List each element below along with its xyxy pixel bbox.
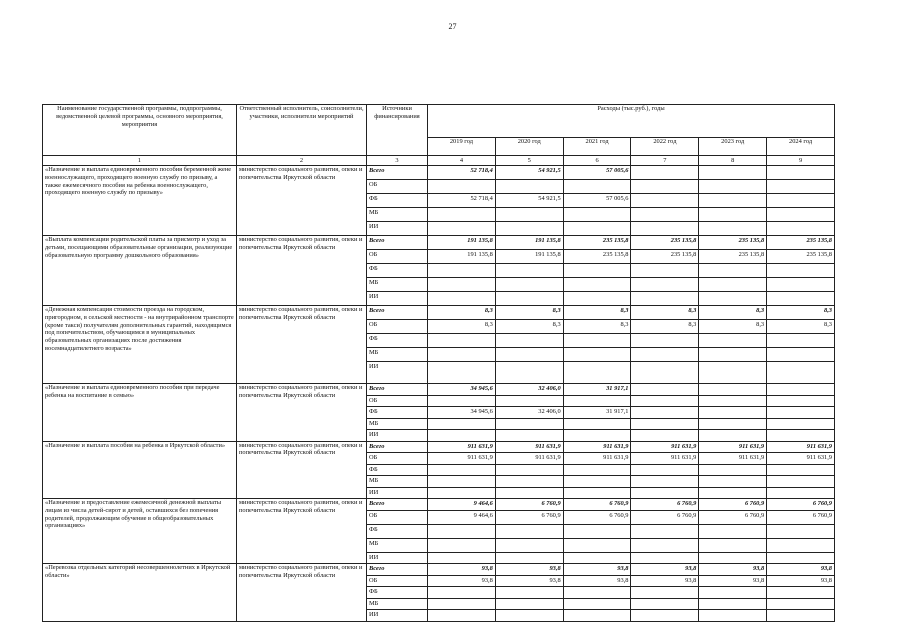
- expenses-table: [42, 104, 835, 622]
- expense-value: 34 945,6: [428, 384, 496, 396]
- expense-value: [495, 552, 563, 564]
- expense-value: 911 631,9: [631, 441, 699, 453]
- expense-value: [699, 222, 767, 236]
- funding-source: МБ: [367, 476, 428, 488]
- funding-source: ФБ: [367, 334, 428, 348]
- expense-value: [631, 487, 699, 499]
- expense-value: [699, 180, 767, 194]
- expense-value: 6 760,9: [699, 499, 767, 511]
- expense-value: 6 760,9: [699, 510, 767, 524]
- expense-value: 93,8: [428, 564, 496, 576]
- expense-value: [428, 610, 496, 622]
- expense-value: 93,8: [767, 575, 835, 587]
- expense-value: 8,3: [631, 320, 699, 334]
- expense-value: [495, 464, 563, 476]
- funding-source: МБ: [367, 278, 428, 292]
- funding-source: МБ: [367, 538, 428, 552]
- expense-value: [631, 194, 699, 208]
- expense-value: 911 631,9: [495, 453, 563, 465]
- column-number: 2: [237, 156, 367, 166]
- expense-value: 911 631,9: [631, 453, 699, 465]
- column-number: 9: [767, 156, 835, 166]
- expense-value: [428, 362, 496, 384]
- expense-value: [428, 348, 496, 362]
- funding-source: ИИ: [367, 610, 428, 622]
- expense-value: 235 135,8: [563, 250, 631, 264]
- funding-source: ФБ: [367, 194, 428, 208]
- expense-value: [428, 278, 496, 292]
- expense-value: [699, 524, 767, 538]
- expense-value: 235 135,8: [631, 236, 699, 250]
- program-name: «Перевозка отдельных категорий несовершеннолетних в Иркутской области»: [43, 564, 237, 622]
- expense-value: 8,3: [495, 306, 563, 320]
- funding-source: ОБ: [367, 510, 428, 524]
- expense-value: 6 760,9: [631, 510, 699, 524]
- expense-value: [767, 407, 835, 419]
- expense-value: [631, 362, 699, 384]
- expense-value: [428, 524, 496, 538]
- expense-value: [699, 194, 767, 208]
- program-name: «Назначение и выплата пособия на ребенка в Иркутской области»: [43, 441, 237, 499]
- expense-value: 6 760,9: [631, 499, 699, 511]
- expense-value: [699, 208, 767, 222]
- expense-value: 8,3: [631, 306, 699, 320]
- expense-value: 911 631,9: [699, 453, 767, 465]
- expense-value: 911 631,9: [428, 441, 496, 453]
- expense-value: [428, 395, 496, 407]
- expense-value: 52 718,4: [428, 194, 496, 208]
- expense-value: [631, 395, 699, 407]
- expense-value: [495, 348, 563, 362]
- expense-value: 93,8: [495, 564, 563, 576]
- responsible-executor: министерство социального развития, опеки и попечительства Иркутской области: [237, 384, 367, 442]
- expense-value: 31 917,1: [563, 384, 631, 396]
- funding-source: ИИ: [367, 430, 428, 442]
- expense-value: [767, 487, 835, 499]
- table-body: [43, 166, 835, 622]
- expense-value: 93,8: [563, 575, 631, 587]
- expense-value: [631, 264, 699, 278]
- funding-source: ИИ: [367, 222, 428, 236]
- year-header: 2021 год: [563, 138, 631, 156]
- expense-value: 9 464,6: [428, 510, 496, 524]
- expense-value: [428, 418, 496, 430]
- table-row-total: [43, 166, 835, 180]
- funding-source: Всего: [367, 236, 428, 250]
- expense-value: [563, 476, 631, 488]
- program-name: «Назначение и выплата единовременного пособия беременной жене военнослужащего, проходящего военную службу по призыву, а также ежемесячного пособия на ребенка военнослужащего, проходящего военную службу по призыву»: [43, 166, 237, 236]
- funding-source: МБ: [367, 418, 428, 430]
- expense-value: [563, 552, 631, 564]
- expense-value: 8,3: [495, 320, 563, 334]
- expense-value: 8,3: [767, 306, 835, 320]
- funding-source: ОБ: [367, 180, 428, 194]
- expense-value: [767, 334, 835, 348]
- funding-source: ФБ: [367, 407, 428, 419]
- expense-value: [631, 348, 699, 362]
- expense-value: [767, 348, 835, 362]
- expense-value: [767, 194, 835, 208]
- expense-value: [699, 476, 767, 488]
- funding-source: Всего: [367, 166, 428, 180]
- responsible-executor: министерство социального развития, опеки и попечительства Иркутской области: [237, 166, 367, 236]
- expense-value: [699, 334, 767, 348]
- funding-source: Всего: [367, 564, 428, 576]
- expense-value: [563, 610, 631, 622]
- expense-value: [699, 292, 767, 306]
- expense-value: [631, 418, 699, 430]
- expense-value: [767, 180, 835, 194]
- expense-value: [767, 524, 835, 538]
- expense-value: 32 406,0: [495, 384, 563, 396]
- expense-value: [699, 166, 767, 180]
- expense-value: [631, 180, 699, 194]
- expense-value: [495, 222, 563, 236]
- expense-value: 235 135,8: [699, 250, 767, 264]
- expense-value: [428, 464, 496, 476]
- expense-value: [563, 180, 631, 194]
- expense-value: [699, 348, 767, 362]
- expense-value: [563, 395, 631, 407]
- expense-value: 191 135,8: [428, 250, 496, 264]
- expense-value: 8,3: [563, 306, 631, 320]
- expense-value: 6 760,9: [495, 510, 563, 524]
- expense-value: 52 718,4: [428, 166, 496, 180]
- expense-value: [495, 334, 563, 348]
- expense-value: [563, 430, 631, 442]
- expense-value: [495, 610, 563, 622]
- expense-value: [563, 348, 631, 362]
- expense-value: [631, 552, 699, 564]
- expense-value: [631, 384, 699, 396]
- expense-value: [631, 610, 699, 622]
- expense-value: 911 631,9: [428, 453, 496, 465]
- expense-value: [767, 384, 835, 396]
- expense-value: 93,8: [428, 575, 496, 587]
- table-row-total: [43, 236, 835, 250]
- expense-value: [428, 222, 496, 236]
- expense-value: [631, 464, 699, 476]
- expense-value: [631, 278, 699, 292]
- expense-value: [631, 476, 699, 488]
- expense-value: [699, 418, 767, 430]
- expense-value: 911 631,9: [767, 441, 835, 453]
- expense-value: [767, 552, 835, 564]
- year-header: 2020 год: [495, 138, 563, 156]
- expense-value: [699, 587, 767, 599]
- expense-value: [767, 208, 835, 222]
- funding-source: МБ: [367, 598, 428, 610]
- expense-value: [631, 334, 699, 348]
- expense-value: [767, 418, 835, 430]
- expense-value: [699, 264, 767, 278]
- expense-value: 235 135,8: [767, 236, 835, 250]
- expense-value: [563, 362, 631, 384]
- program-header: Наименование государственной программы, подпрограммы, ведомственной целевой программы, основного мероприятия, мероприятия: [43, 105, 237, 156]
- expense-value: [631, 208, 699, 222]
- table-row-total: [43, 564, 835, 576]
- expense-value: [631, 524, 699, 538]
- expense-value: [631, 166, 699, 180]
- expense-value: [767, 598, 835, 610]
- expense-value: [428, 264, 496, 278]
- responsible-executor: министерство социального развития, опеки и попечительства Иркутской области: [237, 441, 367, 499]
- expense-value: 93,8: [699, 575, 767, 587]
- expense-value: [495, 264, 563, 278]
- expense-value: [767, 476, 835, 488]
- column-number: 7: [631, 156, 699, 166]
- funding-source: ИИ: [367, 362, 428, 384]
- expense-value: [495, 587, 563, 599]
- responsible-executor: министерство социального развития, опеки и попечительства Иркутской области: [237, 564, 367, 622]
- expense-value: [563, 538, 631, 552]
- expense-value: 911 631,9: [699, 441, 767, 453]
- expense-value: [631, 587, 699, 599]
- expense-value: [767, 292, 835, 306]
- expense-value: [699, 430, 767, 442]
- responsible-executor: министерство социального развития, опеки и попечительства Иркутской области: [237, 499, 367, 564]
- expense-value: 93,8: [563, 564, 631, 576]
- table-row-total: [43, 441, 835, 453]
- expense-value: 8,3: [699, 320, 767, 334]
- table-row-total: [43, 499, 835, 511]
- expense-value: [428, 487, 496, 499]
- expense-value: 93,8: [631, 564, 699, 576]
- expense-value: [631, 598, 699, 610]
- expense-value: [767, 430, 835, 442]
- expense-value: 8,3: [563, 320, 631, 334]
- expense-value: [699, 552, 767, 564]
- expense-value: [428, 598, 496, 610]
- funding-source: ОБ: [367, 395, 428, 407]
- expense-value: [767, 610, 835, 622]
- expense-value: 8,3: [767, 320, 835, 334]
- expense-value: [699, 362, 767, 384]
- expense-value: [699, 395, 767, 407]
- expense-value: [428, 208, 496, 222]
- expense-value: [495, 362, 563, 384]
- year-header: 2022 год: [631, 138, 699, 156]
- expense-value: 235 135,8: [563, 236, 631, 250]
- expense-value: 34 945,6: [428, 407, 496, 419]
- year-header: 2023 год: [699, 138, 767, 156]
- expense-value: 9 464,6: [428, 499, 496, 511]
- year-header: 2024 год: [767, 138, 835, 156]
- column-number: 6: [563, 156, 631, 166]
- expense-value: [563, 222, 631, 236]
- funding-source: Всего: [367, 441, 428, 453]
- column-number: 8: [699, 156, 767, 166]
- expense-value: 6 760,9: [563, 510, 631, 524]
- expense-value: 93,8: [495, 575, 563, 587]
- expense-value: [631, 538, 699, 552]
- expense-value: [495, 476, 563, 488]
- expense-value: [428, 430, 496, 442]
- expense-value: 911 631,9: [563, 453, 631, 465]
- funding-source: ФБ: [367, 264, 428, 278]
- expense-value: [699, 598, 767, 610]
- program-name: «Назначение и выплата единовременного пособия при передаче ребенка на воспитание в семью»: [43, 384, 237, 442]
- expense-value: [699, 278, 767, 292]
- expense-value: [563, 418, 631, 430]
- expense-value: [563, 487, 631, 499]
- expense-value: [767, 538, 835, 552]
- expense-value: [428, 587, 496, 599]
- expense-value: [495, 292, 563, 306]
- expense-value: [767, 464, 835, 476]
- expense-value: 6 760,9: [767, 510, 835, 524]
- expense-value: [563, 278, 631, 292]
- expense-value: [699, 464, 767, 476]
- funding-source: ИИ: [367, 292, 428, 306]
- funding-source: ОБ: [367, 453, 428, 465]
- funding-source: ФБ: [367, 464, 428, 476]
- funding-source: ОБ: [367, 320, 428, 334]
- responsible-header: Ответственный исполнитель, соисполнители, участники, исполнители мероприятий: [237, 105, 367, 156]
- expense-value: [631, 292, 699, 306]
- expense-value: 911 631,9: [495, 441, 563, 453]
- expense-value: 6 760,9: [563, 499, 631, 511]
- expense-value: 54 921,5: [495, 166, 563, 180]
- expense-value: 93,8: [631, 575, 699, 587]
- expense-value: 93,8: [699, 564, 767, 576]
- expense-value: 235 135,8: [699, 236, 767, 250]
- expense-value: 8,3: [428, 320, 496, 334]
- expense-value: 6 760,9: [767, 499, 835, 511]
- expense-value: [767, 587, 835, 599]
- expense-value: [563, 334, 631, 348]
- responsible-executor: министерство социального развития, опеки и попечительства Иркутской области: [237, 236, 367, 306]
- expense-value: [767, 362, 835, 384]
- expense-value: [699, 384, 767, 396]
- funding-source: ФБ: [367, 524, 428, 538]
- expense-value: 235 135,8: [631, 250, 699, 264]
- expense-value: 6 760,9: [495, 499, 563, 511]
- funding-source: ИИ: [367, 487, 428, 499]
- funding-source: Всего: [367, 384, 428, 396]
- expense-value: 8,3: [428, 306, 496, 320]
- expense-value: [767, 395, 835, 407]
- sources-header: Источники финансирования: [367, 105, 428, 156]
- column-number: 5: [495, 156, 563, 166]
- expense-value: [428, 334, 496, 348]
- funding-source: ИИ: [367, 552, 428, 564]
- expense-value: [767, 166, 835, 180]
- expense-value: 32 406,0: [495, 407, 563, 419]
- program-name: «Назначение и предоставление ежемесячной денежной выплаты лицам из числа детей-сирот и детей, оставшихся без попечения родителей, продолжающим обучение в общеобразовательных организациях»: [43, 499, 237, 564]
- year-header: 2019 год: [428, 138, 496, 156]
- expense-value: [495, 180, 563, 194]
- funding-source: Всего: [367, 499, 428, 511]
- expense-value: 31 917,1: [563, 407, 631, 419]
- expense-value: [495, 208, 563, 222]
- column-number: 4: [428, 156, 496, 166]
- expense-value: [495, 430, 563, 442]
- page-number: 27: [448, 22, 457, 31]
- expense-value: 191 135,8: [495, 250, 563, 264]
- expense-value: 911 631,9: [563, 441, 631, 453]
- program-name: «Выплата компенсации родительской платы за присмотр и уход за детьми, посещающими образовательные организации, реализующие образовательную программу дошкольного образования»: [43, 236, 237, 306]
- expense-value: [631, 430, 699, 442]
- expenses-header: Расходы (тыс.руб.), годы: [428, 105, 835, 138]
- funding-source: ОБ: [367, 250, 428, 264]
- funding-source: МБ: [367, 208, 428, 222]
- expense-value: [563, 587, 631, 599]
- expense-value: [631, 222, 699, 236]
- funding-source: ОБ: [367, 575, 428, 587]
- expense-value: [495, 487, 563, 499]
- responsible-executor: министерство социального развития, опеки и попечительства Иркутской области: [237, 306, 367, 384]
- expense-value: [495, 278, 563, 292]
- expense-value: [428, 538, 496, 552]
- expense-value: 57 005,6: [563, 194, 631, 208]
- expense-value: 191 135,8: [495, 236, 563, 250]
- expense-value: [495, 418, 563, 430]
- funding-source: ФБ: [367, 587, 428, 599]
- table-row-total: [43, 384, 835, 396]
- expense-value: [767, 278, 835, 292]
- expense-value: [563, 524, 631, 538]
- expense-value: [428, 180, 496, 194]
- table-row-total: [43, 306, 835, 320]
- column-numbers-row: [43, 156, 835, 166]
- expense-value: [699, 538, 767, 552]
- expense-value: [495, 524, 563, 538]
- expense-value: [563, 264, 631, 278]
- expense-value: [563, 598, 631, 610]
- expense-value: [563, 208, 631, 222]
- program-name: «Денежная компенсация стоимости проезда на городском, пригородном, в сельской местности - на внутрирайонном транспорте (кроме такси) получателям дополнительных гарантий, находящимся под попечительством, обучающимся в муниципальных образовательных организациях после достижения восемнадцатилетнего возраста»: [43, 306, 237, 384]
- expense-value: 93,8: [767, 564, 835, 576]
- column-number: 3: [367, 156, 428, 166]
- expense-value: [495, 538, 563, 552]
- expense-value: [495, 598, 563, 610]
- expense-value: [699, 407, 767, 419]
- expense-value: [428, 552, 496, 564]
- funding-source: МБ: [367, 348, 428, 362]
- expense-value: [699, 487, 767, 499]
- header-row: [43, 105, 835, 138]
- expense-value: 54 921,5: [495, 194, 563, 208]
- expense-value: [699, 610, 767, 622]
- expense-value: 235 135,8: [767, 250, 835, 264]
- expense-value: [495, 395, 563, 407]
- expense-value: 57 005,6: [563, 166, 631, 180]
- column-number: 1: [43, 156, 237, 166]
- expense-value: 8,3: [699, 306, 767, 320]
- expense-value: [631, 407, 699, 419]
- expense-value: [767, 264, 835, 278]
- expense-value: 911 631,9: [767, 453, 835, 465]
- expense-value: [563, 292, 631, 306]
- expense-value: [428, 292, 496, 306]
- expense-value: [428, 476, 496, 488]
- expense-value: [767, 222, 835, 236]
- expense-value: [563, 464, 631, 476]
- funding-source: Всего: [367, 306, 428, 320]
- expense-value: 191 135,8: [428, 236, 496, 250]
